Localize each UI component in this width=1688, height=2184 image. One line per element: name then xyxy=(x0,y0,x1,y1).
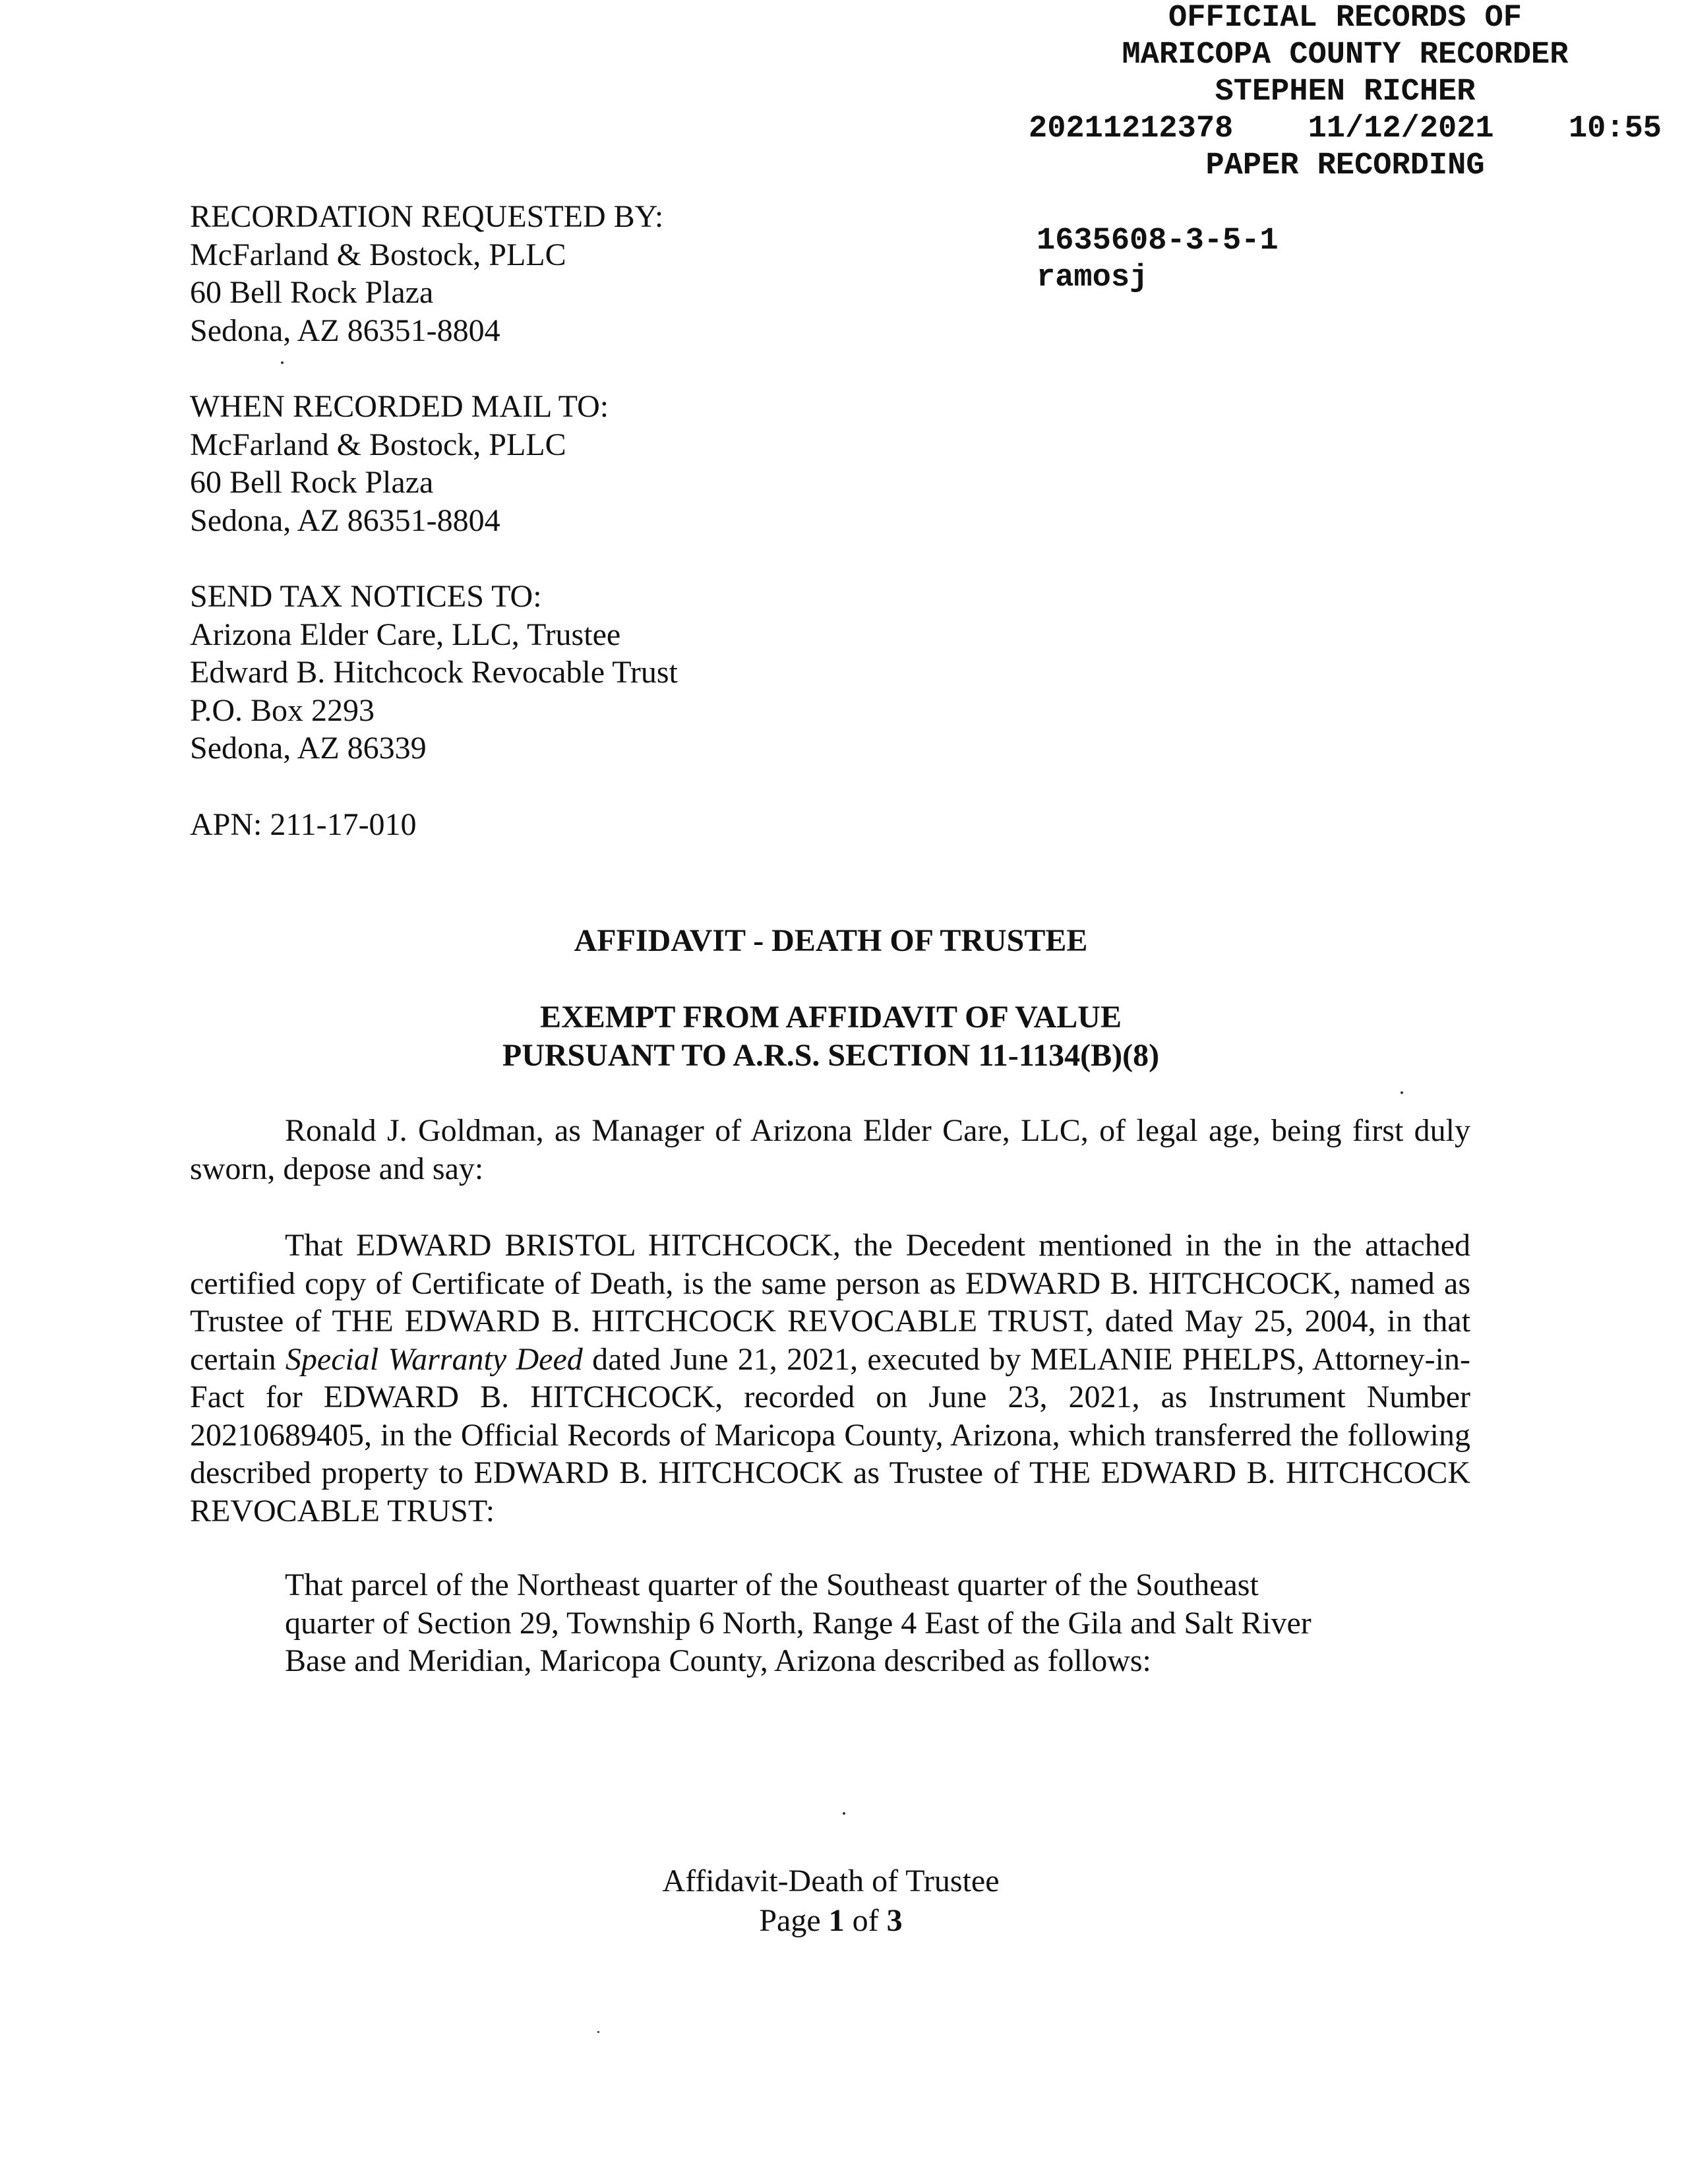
tax-notices-line-1: Arizona Elder Care, LLC, Trustee xyxy=(190,617,621,652)
stamp-line-county: MARICOPA COUNTY RECORDER xyxy=(1122,38,1569,73)
recordation-name: McFarland & Bostock, PLLC xyxy=(190,237,566,272)
stamp-ids xyxy=(1037,223,1279,297)
document-title-text: AFFIDAVIT - DEATH OF TRUSTEE xyxy=(574,923,1088,958)
apn-text: APN: 211-17-010 xyxy=(190,807,417,842)
footer-title: Affidavit-Death of Trustee xyxy=(662,1864,1000,1898)
tax-notices-block xyxy=(190,578,678,768)
recordation-address-2: Sedona, AZ 86351-8804 xyxy=(190,313,500,348)
intro-text: Ronald J. Goldman, as Manager of Arizona Elder Care, LLC, of legal age, being first duly sworn, depose and say: xyxy=(190,1113,1470,1186)
stamp-line-type: PAPER RECORDING xyxy=(1205,148,1485,183)
page-footer xyxy=(0,1862,1662,1941)
recordation-address-1: 60 Bell Rock Plaza xyxy=(190,275,434,310)
stamp-line-recorder: STEPHEN RICHER xyxy=(1215,75,1476,109)
intro-paragraph xyxy=(190,1112,1470,1188)
apn xyxy=(190,806,417,844)
body-paragraph xyxy=(190,1227,1470,1530)
stamp-record-number: 20211212378 xyxy=(1029,111,1234,146)
tax-notices-line-4: Sedona, AZ 86339 xyxy=(190,731,427,766)
legal-description xyxy=(285,1566,1406,1680)
document-title xyxy=(0,922,1662,960)
stamp-user: ramosj xyxy=(1037,260,1149,295)
mail-to-label: WHEN RECORDED MAIL TO: xyxy=(190,389,609,424)
stamp-line-office: OFFICIAL RECORDS OF xyxy=(1168,1,1522,36)
page-number: Page 1 of 3 xyxy=(759,1903,903,1938)
legal-line-3: Base and Meridian, Maricopa County, Arizona described as follows: xyxy=(285,1643,1151,1678)
mail-to-address-2: Sedona, AZ 86351-8804 xyxy=(190,502,500,538)
legal-line-1: That parcel of the Northeast quarter of the Southeast quarter of the Southeast xyxy=(285,1567,1259,1602)
mail-to-block xyxy=(190,388,609,539)
deed-title: Special Warranty Deed xyxy=(285,1341,583,1377)
exempt-line-2: PURSUANT TO A.R.S. SECTION 11-1134(B)(8) xyxy=(502,1038,1160,1073)
exempt-heading xyxy=(0,998,1662,1075)
scan-speck xyxy=(281,361,284,364)
exempt-line-1: EXEMPT FROM AFFIDAVIT OF VALUE xyxy=(540,1000,1122,1035)
tax-notices-line-2: Edward B. Hitchcock Revocable Trust xyxy=(190,655,678,690)
stamp-record-time: 10:55 xyxy=(1568,111,1662,146)
legal-line-2: quarter of Section 29, Township 6 North, Range 4 East of the Gila and Salt River xyxy=(285,1605,1311,1641)
mail-to-address-1: 60 Bell Rock Plaza xyxy=(190,465,434,500)
stamp-record-date: 11/12/2021 xyxy=(1308,111,1494,146)
stamp-code: 1635608-3-5-1 xyxy=(1037,224,1279,258)
recorder-stamp xyxy=(1029,0,1662,185)
scan-speck xyxy=(1401,1091,1403,1094)
scan-speck xyxy=(843,1812,845,1815)
mail-to-name: McFarland & Bostock, PLLC xyxy=(190,427,566,462)
tax-notices-label: SEND TAX NOTICES TO: xyxy=(190,579,542,614)
recordation-requested-block xyxy=(190,198,663,349)
recordation-label: RECORDATION REQUESTED BY: xyxy=(190,199,664,234)
body-text-part-1: That EDWARD BRISTOL HITCHCOCK, the Decedent mentioned in the in the attached certified copy of Certificate of Death, is the same person as EDWARD B. HITCHCOCK, named as Trustee of THE EDWARD B. HITCHCOCK REVOCABLE TRUST, dated May 25, 2004, in that certain xyxy=(190,1228,1470,1377)
stamp-record-row xyxy=(1029,111,1662,148)
tax-notices-line-3: P.O. Box 2293 xyxy=(190,692,375,728)
scan-speck xyxy=(597,2031,599,2033)
body-text-part-2: dated June 21, 2021, executed by MELANIE PHELPS, Attorney-in-Fact for EDWARD B. HITCHCOCK, recorded on June 23, 2021, as Instrument Number 20210689405, in the Official Records of Maricopa County, Arizona, which transferred the following described property to EDWARD B. HITCHCOCK as Trustee of THE EDWARD B. HITCHCOCK REVOCABLE TRUST: xyxy=(190,1341,1470,1529)
